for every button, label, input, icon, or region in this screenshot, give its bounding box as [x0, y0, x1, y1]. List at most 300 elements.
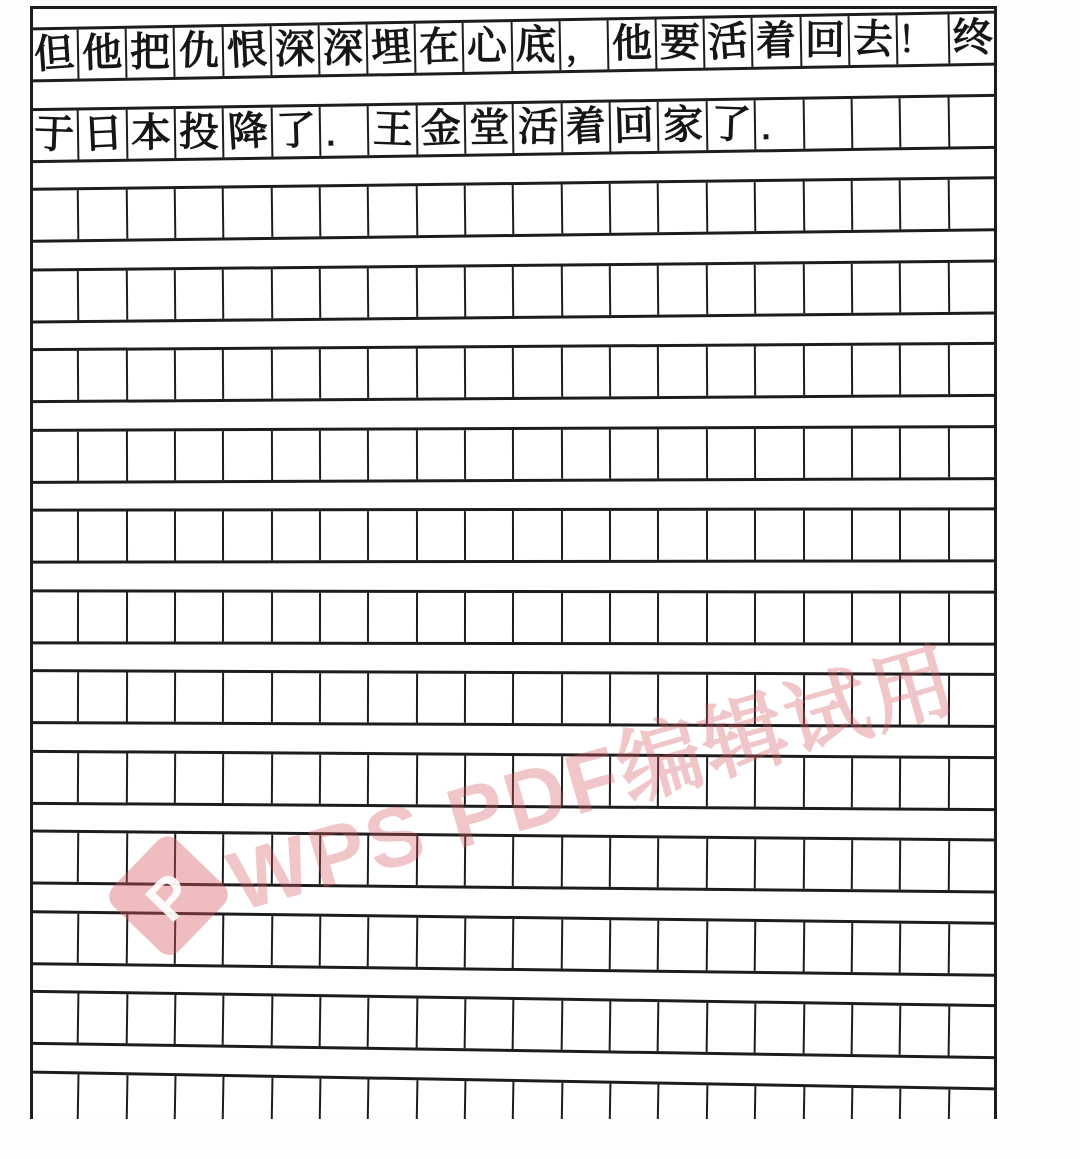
grid-cell [708, 675, 757, 724]
grid-cell [273, 673, 322, 722]
grid-cell [849, 15, 898, 65]
grid-cell [949, 428, 996, 477]
grid-cell [321, 754, 370, 803]
grid-cell [272, 106, 321, 156]
grid-cell [418, 348, 467, 397]
grid-cell [31, 1073, 80, 1119]
grid-cell [466, 918, 515, 968]
grid-cell [79, 833, 128, 882]
grid-cell [79, 512, 127, 561]
grid-cell [853, 758, 902, 807]
handwritten-character: 心 [467, 24, 508, 69]
grid-cell [176, 511, 224, 560]
grid-cell [369, 105, 418, 155]
grid-cell [31, 431, 80, 480]
grid-cell [756, 839, 805, 888]
grid-row [31, 507, 996, 563]
grid-cell [707, 100, 756, 150]
grid-cell [659, 347, 708, 396]
handwritten-character: 恨 [225, 27, 268, 74]
grid-cell [901, 593, 949, 642]
grid-cell [271, 25, 320, 75]
grid-cell [127, 1075, 176, 1119]
grid-cell [901, 923, 950, 973]
grid-cell [853, 840, 902, 889]
grid-cell [562, 1001, 611, 1051]
grid-cell [514, 919, 563, 969]
grid-cell [31, 832, 80, 881]
grid-cell [804, 263, 853, 312]
grid-cell [31, 752, 80, 801]
handwritten-character: 底 [514, 22, 557, 69]
grid-cell [79, 190, 128, 240]
grid-cell [853, 180, 902, 230]
grid-cell [659, 1084, 708, 1119]
grid-cell [224, 673, 273, 722]
grid-cell [804, 181, 853, 231]
grid-cell [756, 181, 805, 231]
handwritten-character: 仇 [177, 28, 220, 75]
grid-cell [224, 996, 273, 1046]
grid-cell [224, 511, 272, 560]
grid-cell [611, 101, 660, 151]
grid-row [31, 259, 996, 323]
grid-row [31, 1070, 997, 1119]
grid-cell [611, 674, 660, 723]
grid-cell [369, 836, 418, 885]
grid-cell [224, 834, 273, 883]
grid-cell [512, 21, 561, 71]
grid-cell [273, 349, 322, 398]
grid-cell [417, 1080, 466, 1119]
grid-cell [901, 262, 950, 311]
grid-cell [804, 1087, 853, 1119]
grid-cell [418, 836, 467, 885]
grid-cell [611, 593, 659, 642]
grid-cell [466, 185, 515, 235]
grid-cell [756, 428, 805, 477]
grid-cell [611, 838, 660, 887]
grid-cell [31, 190, 80, 240]
grid-cell [659, 920, 708, 970]
grid-cell [321, 268, 370, 317]
grid-cell [901, 180, 950, 230]
grid-cell [369, 673, 418, 722]
grid-cell [321, 106, 370, 156]
handwritten-character: 王 [371, 106, 414, 153]
handwritten-character: 了 [710, 101, 752, 148]
grid-cell [659, 183, 708, 233]
grid-cell [369, 1079, 418, 1119]
grid-cell [272, 268, 321, 317]
grid-cell [31, 592, 79, 641]
grid-cell [127, 189, 176, 239]
grid-cell [949, 1006, 996, 1056]
handwritten-character: 埋 [369, 24, 413, 72]
grid-cell [369, 755, 418, 804]
grid-cell [224, 1076, 273, 1119]
grid-cell [272, 996, 321, 1046]
grid-cell [659, 756, 708, 805]
handwritten-character: 终 [952, 15, 994, 61]
grid-cell [708, 346, 757, 395]
grid-cell [514, 511, 562, 560]
grid-cell [224, 269, 273, 318]
grid-cell [659, 265, 708, 314]
grid-cell [417, 104, 466, 154]
grid-cell [804, 428, 853, 477]
grid-cell [853, 675, 902, 724]
grid-cell [31, 672, 80, 721]
grid-cell [949, 924, 996, 974]
grid-cell [897, 14, 950, 64]
grid-cell [756, 675, 805, 724]
grid-cell [804, 1004, 853, 1054]
grid-row [31, 342, 996, 403]
grid-cell [79, 351, 128, 400]
handwritten-character: 了 [275, 108, 317, 154]
handwritten-character: 深 [322, 26, 364, 72]
grid-cell [804, 98, 853, 148]
handwritten-character: 活 [517, 104, 559, 150]
grid-cell [514, 184, 563, 234]
handwritten-character: 家 [662, 102, 703, 148]
grid-cell [756, 1004, 805, 1054]
grid-cell [708, 839, 757, 888]
handwritten-character: 他 [81, 30, 124, 76]
grid-cell [466, 348, 515, 397]
grid-cell [852, 1087, 901, 1119]
grid-cell [466, 837, 515, 886]
grid-cell [272, 187, 321, 237]
grid-cell [418, 430, 467, 479]
grid-cell [804, 593, 852, 642]
grid-cell [31, 110, 80, 160]
grid-cell [562, 102, 611, 152]
handwritten-character: 深 [274, 27, 316, 73]
grid-cell [128, 672, 177, 721]
grid-cell [608, 19, 657, 69]
grid-row [31, 910, 997, 977]
grid-cell [753, 17, 802, 67]
grid-cell [804, 840, 853, 889]
handwritten-character: 于 [33, 111, 76, 158]
grid-cell [321, 592, 369, 641]
grid-cell [562, 184, 611, 234]
grid-cell [128, 592, 176, 641]
grid-cell [79, 431, 128, 480]
grid-cell [176, 1076, 225, 1119]
wps-logo-glyph: P [132, 860, 207, 934]
grid-cell [272, 916, 321, 966]
manuscript-grid [30, 6, 997, 1119]
grid-cell [949, 14, 996, 64]
grid-cell [417, 999, 466, 1049]
grid-cell [321, 430, 370, 479]
grid-cell [708, 921, 757, 971]
grid-cell [273, 754, 322, 803]
grid-cell [901, 1006, 950, 1056]
grid-cell [273, 511, 321, 560]
grid-cell [176, 834, 225, 883]
grid-cell [224, 350, 273, 399]
grid-cell [901, 428, 950, 477]
grid-cell [79, 1074, 128, 1119]
grid-cell [756, 511, 804, 560]
grid-cell [466, 592, 514, 641]
handwritten-character: 但 [32, 30, 76, 78]
grid-cell [418, 592, 466, 641]
grid-cell [176, 350, 225, 399]
grid-cell [417, 917, 466, 967]
grid-cell [901, 758, 950, 807]
handwritten-character: 回 [613, 103, 655, 149]
grid-cell [79, 913, 128, 963]
grid-cell [514, 837, 563, 886]
grid-cell [466, 103, 515, 153]
grid-cell [611, 511, 659, 560]
grid-cell [176, 269, 225, 318]
handwritten-character: 堂 [468, 105, 510, 151]
grid-cell [949, 676, 996, 725]
grid-cell [466, 429, 515, 478]
grid-cell [224, 188, 273, 238]
grid-cell [705, 18, 754, 68]
grid-cell [128, 511, 176, 560]
grid-cell [659, 593, 707, 642]
grid-cell [514, 756, 563, 805]
grid-cell [466, 1081, 515, 1119]
grid-row [31, 176, 997, 243]
grid-cell [659, 838, 708, 887]
handwritten-character: 日 [81, 110, 124, 157]
grid-cell [321, 835, 370, 884]
grid-cell [804, 346, 853, 395]
grid-cell [466, 999, 515, 1049]
grid-cell [611, 920, 660, 970]
grid-cell [853, 263, 902, 312]
grid-cell [369, 267, 418, 316]
grid-cell [176, 673, 225, 722]
grid-cell [949, 593, 995, 642]
grid-cell [949, 262, 996, 311]
handwritten-character: 去 [851, 17, 894, 63]
handwritten-character: ， [565, 29, 601, 69]
grid-cell [756, 921, 805, 971]
grid-cell [949, 758, 996, 807]
grid-cell [464, 22, 513, 72]
grid-cell [514, 674, 563, 723]
grid-cell [562, 1082, 611, 1119]
grid-row [31, 93, 997, 162]
grid-cell [563, 756, 612, 805]
handwritten-character: 着 [564, 103, 608, 150]
grid-cell [369, 917, 418, 967]
watermark-text: WPS PDF编辑试用 [218, 631, 968, 929]
handwritten-character: 在 [418, 24, 461, 70]
grid-cell [320, 25, 369, 75]
grid-cell [416, 23, 465, 73]
handwritten-character: 他 [611, 21, 653, 67]
grid-cell [79, 29, 128, 79]
grid-cell [273, 430, 322, 479]
grid-cell [949, 510, 995, 559]
grid-cell [756, 346, 805, 395]
grid-cell [707, 1085, 756, 1119]
grid-cell [514, 103, 563, 153]
grid-cell [418, 267, 467, 316]
grid-cell [369, 511, 417, 560]
grid-cell [418, 755, 467, 804]
grid-cell [418, 511, 466, 560]
grid-cell [804, 511, 852, 560]
grid-cell [804, 675, 853, 724]
handwritten-character: 金 [419, 105, 462, 152]
grid-cell [369, 349, 418, 398]
grid-cell [901, 676, 950, 725]
grid-cell [224, 915, 273, 965]
grid-cell [127, 833, 176, 882]
grid-cell [417, 186, 466, 236]
grid-cell [224, 592, 272, 641]
grid-cell [369, 998, 418, 1048]
grid-cell [127, 28, 176, 78]
grid-cell [756, 593, 804, 642]
grid-cell [514, 266, 563, 315]
grid-row [31, 589, 996, 645]
grid-row [31, 749, 996, 810]
grid-cell [369, 186, 418, 236]
grid-cell [563, 347, 612, 396]
grid-row [31, 11, 997, 83]
grid-cell [127, 994, 176, 1044]
grid-cell [611, 756, 660, 805]
grid-cell [79, 994, 128, 1044]
grid-cell [175, 27, 224, 77]
grid-cell [31, 913, 80, 963]
grid-cell [321, 997, 370, 1047]
grid-cell [127, 109, 176, 159]
grid-cell [901, 1088, 950, 1119]
grid-cell [321, 916, 370, 966]
grid-cell [127, 270, 176, 319]
grid-cell [176, 188, 225, 238]
grid-cell [949, 96, 996, 146]
grid-cell [804, 757, 853, 806]
grid-cell [563, 266, 612, 315]
grid-cell [79, 592, 127, 641]
grid-cell [466, 266, 515, 315]
grid-cell [514, 348, 563, 397]
grid-cell [176, 108, 225, 158]
grid-cell [560, 20, 609, 70]
handwritten-character: 把 [130, 30, 171, 75]
grid-cell [128, 350, 177, 399]
grid-cell [708, 429, 757, 478]
grid-cell [31, 512, 79, 561]
grid-cell [31, 351, 80, 400]
grid-cell [272, 1077, 321, 1119]
grid-cell [563, 511, 611, 560]
grid-row [31, 425, 996, 484]
handwritten-character: 投 [178, 109, 220, 155]
grid-cell [127, 914, 176, 964]
grid-cell [514, 1000, 563, 1050]
grid-cell [224, 107, 273, 157]
grid-cell [514, 429, 563, 478]
grid-cell [176, 753, 225, 802]
grid-cell [708, 511, 756, 560]
grid-cell [901, 510, 949, 559]
grid-cell [901, 345, 950, 394]
grid-cell [321, 1078, 370, 1119]
handwritten-character: 要 [659, 20, 701, 66]
grid-row [31, 990, 997, 1059]
grid-cell [31, 271, 80, 320]
grid-cell [611, 347, 660, 396]
grid-row [31, 669, 996, 728]
grid-cell [272, 835, 321, 884]
grid-cell [514, 1082, 563, 1119]
grid-cell [853, 510, 901, 559]
handwritten-character: 降 [226, 108, 269, 155]
grid-cell [801, 16, 850, 66]
grid-cell [901, 841, 950, 890]
grid-cell [611, 183, 660, 233]
grid-cell [223, 26, 272, 76]
grid-cell [659, 1002, 708, 1052]
grid-cell [853, 593, 901, 642]
grid-cell [418, 674, 467, 723]
grid-cell [756, 1086, 805, 1119]
grid-cell [31, 30, 80, 80]
grid-cell [176, 995, 225, 1045]
grid-cell [949, 345, 996, 394]
grid-cell [79, 109, 128, 159]
grid-row [31, 829, 996, 893]
grid-cell [853, 923, 902, 973]
grid-cell [707, 1003, 756, 1053]
grid-cell [224, 754, 273, 803]
grid-cell [853, 345, 902, 394]
grid-cell [611, 429, 660, 478]
grid-cell [611, 265, 660, 314]
grid-cell [756, 264, 805, 313]
grid-cell [901, 97, 950, 147]
grid-cell [756, 757, 805, 806]
grid-cell [563, 429, 612, 478]
grid-cell [514, 593, 562, 642]
handwritten-character: . [760, 108, 771, 147]
grid-cell [224, 430, 273, 479]
grid-cell [368, 24, 417, 74]
grid-cell [563, 837, 612, 886]
grid-cell [708, 264, 757, 313]
grid-cell [659, 511, 707, 560]
handwritten-character: 活 [706, 18, 750, 66]
grid-cell [128, 431, 177, 480]
grid-cell [321, 673, 370, 722]
handwritten-character: 回 [804, 18, 845, 63]
grid-cell [708, 757, 757, 806]
grid-cell [321, 187, 370, 237]
handwritten-character: . [325, 115, 336, 154]
grid-cell [31, 993, 80, 1043]
grid-cell [176, 431, 225, 480]
grid-cell [659, 429, 708, 478]
grid-cell [659, 101, 708, 151]
grid-cell [321, 511, 369, 560]
